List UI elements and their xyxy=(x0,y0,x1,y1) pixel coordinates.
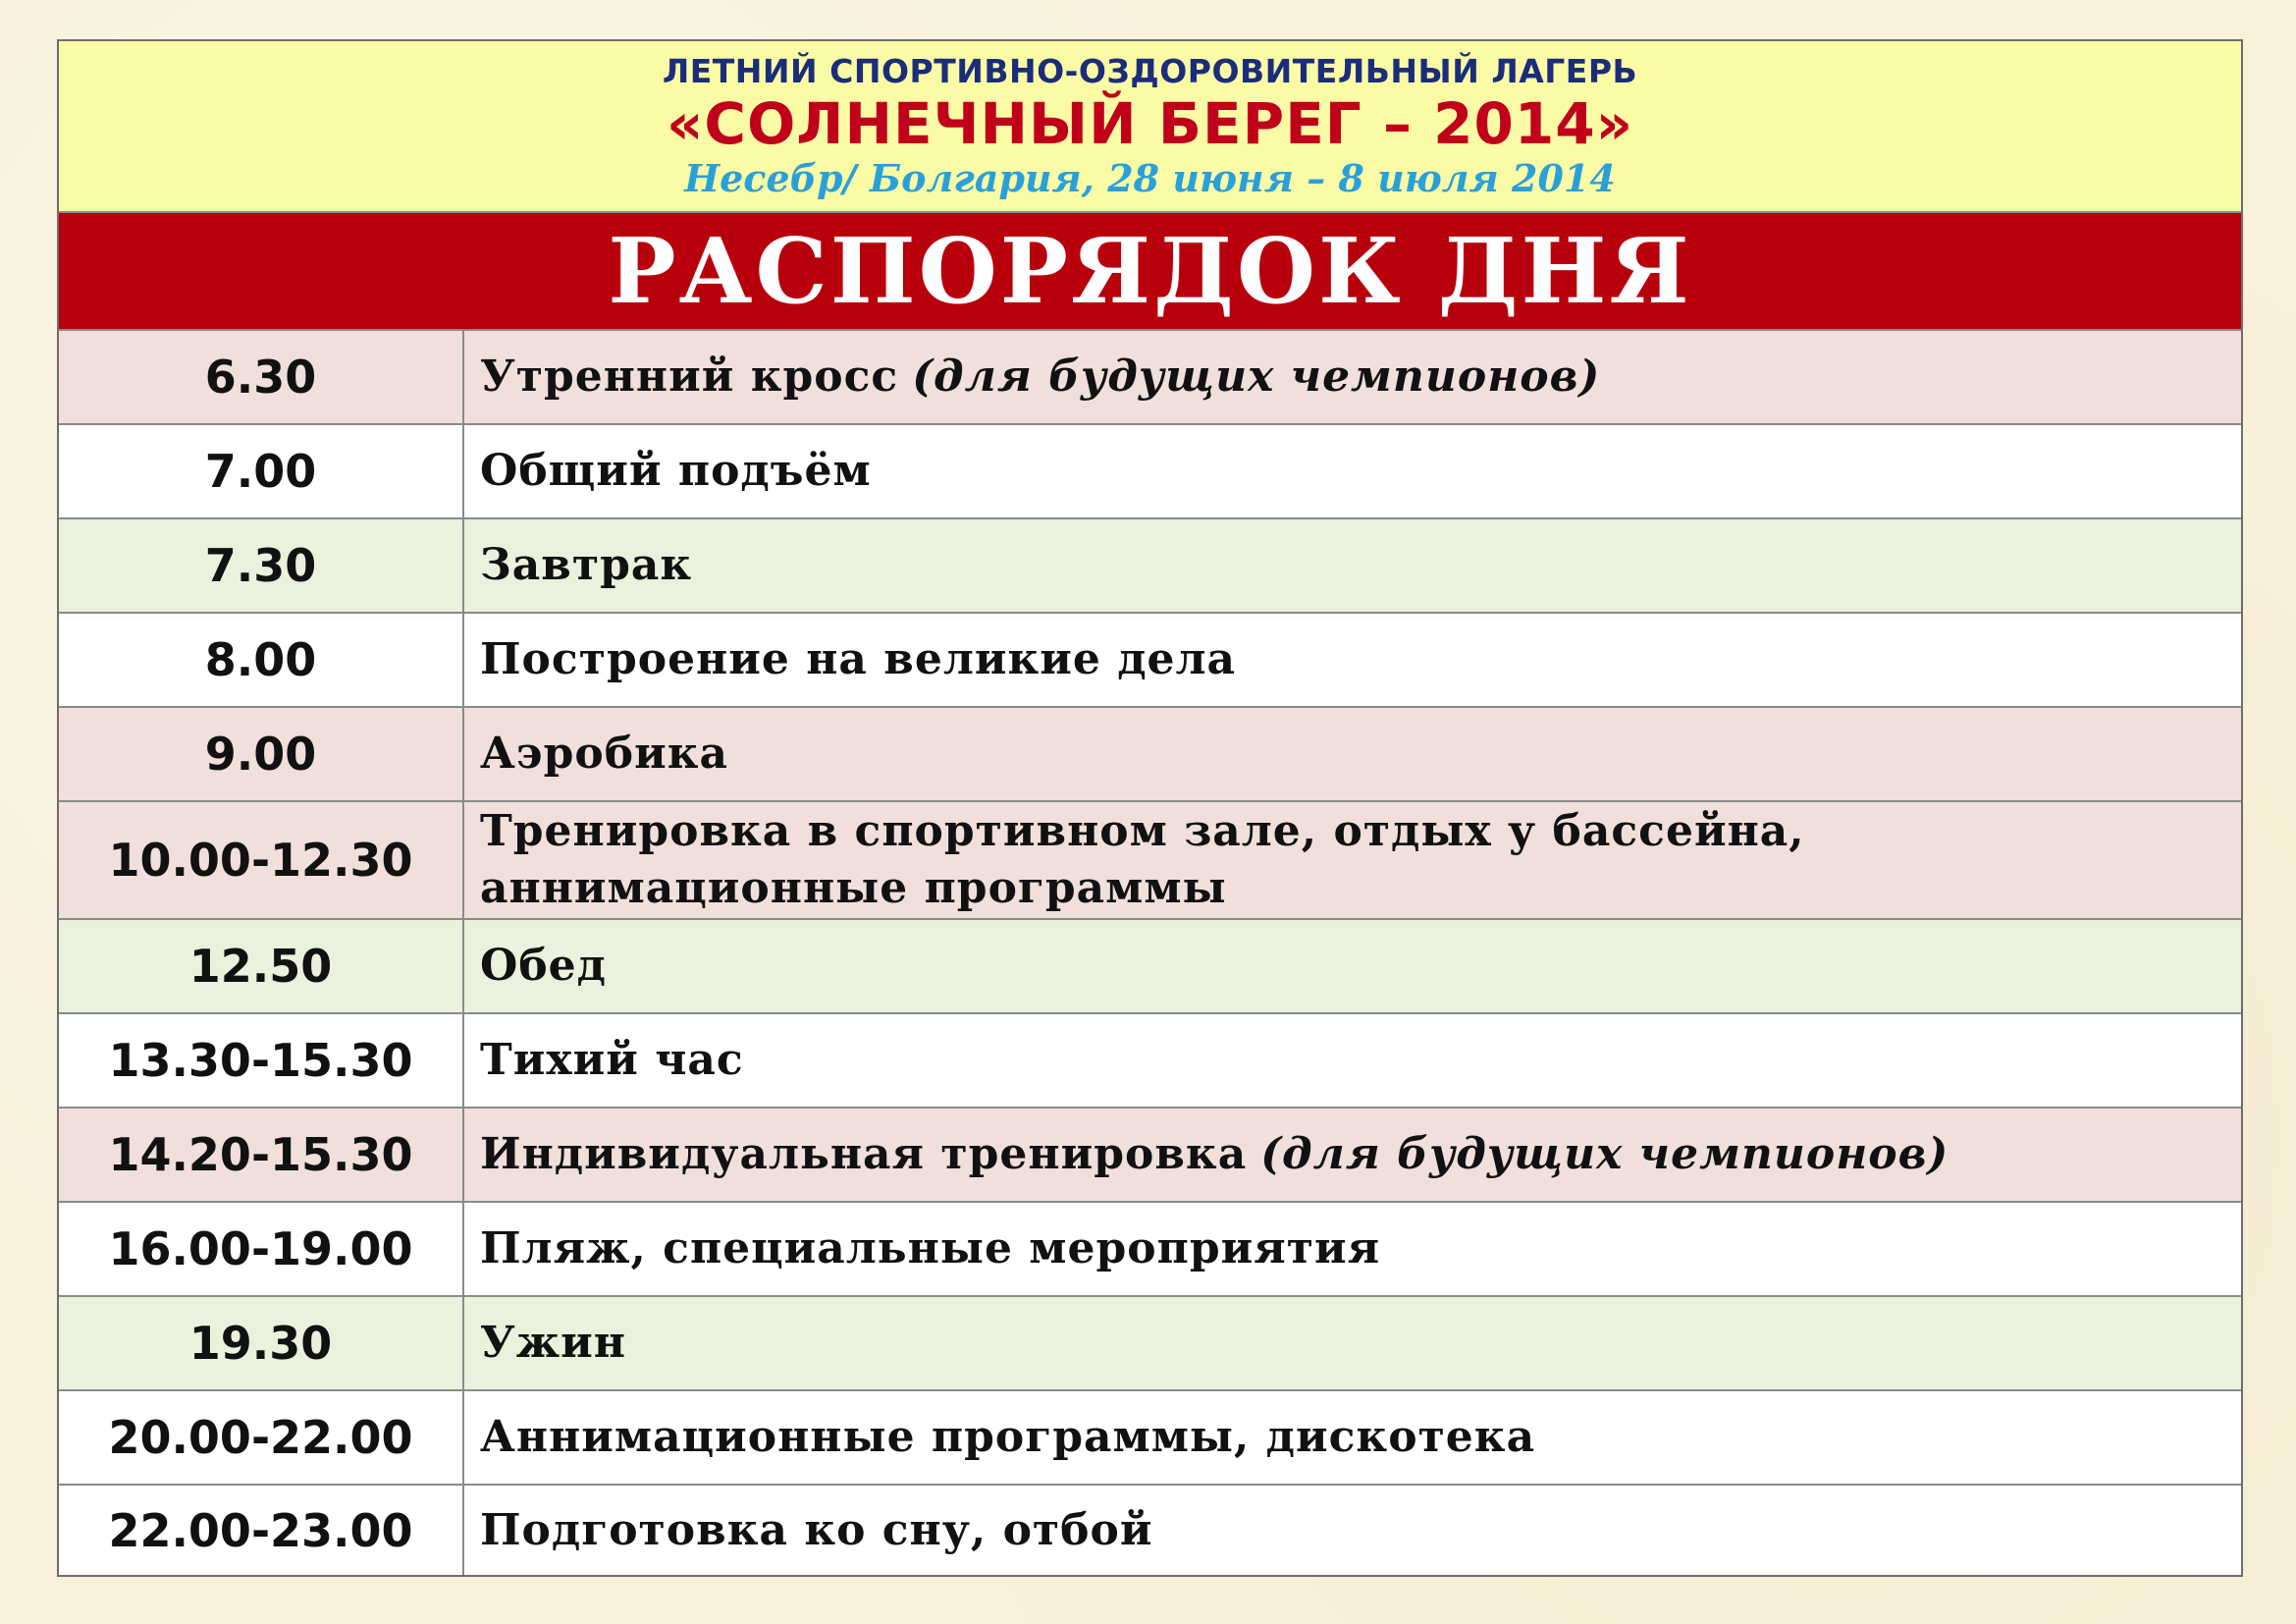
activity-cell xyxy=(464,1109,2241,1201)
activity-text: Завтрак xyxy=(480,540,693,590)
camp-type: ЛЕТНИЙ СПОРТИВНО-ОЗДОРОВИТЕЛЬНЫЙ ЛАГЕРЬ xyxy=(662,51,1638,90)
time-cell: 20.00-22.00 xyxy=(59,1391,464,1484)
title-bar xyxy=(59,213,2241,331)
schedule-row xyxy=(59,708,2241,802)
schedule-row xyxy=(59,425,2241,519)
activity-text: Ужин xyxy=(480,1318,626,1368)
activity-cell xyxy=(464,519,2241,612)
activity-text: Аэробика xyxy=(480,729,729,779)
activity-text: Тренировка в спортивном зале, отдых у бассейна, аннимационные программы xyxy=(480,806,1805,913)
activity-cell xyxy=(464,1203,2241,1295)
schedule-row xyxy=(59,614,2241,708)
camp-header xyxy=(59,41,2241,213)
schedule-row xyxy=(59,1109,2241,1203)
schedule-row xyxy=(59,1297,2241,1391)
activity-cell xyxy=(464,1486,2241,1575)
activity-text: Аннимационные программы, дискотека xyxy=(480,1412,1536,1462)
activity-note: (для будущих чемпионов) xyxy=(912,352,1601,402)
activity-text: Общий подъём xyxy=(480,446,872,496)
time-cell: 16.00-19.00 xyxy=(59,1203,464,1295)
schedule-row xyxy=(59,1391,2241,1486)
schedule-row xyxy=(59,1014,2241,1109)
activity-text: Индивидуальная тренировка xyxy=(480,1129,1248,1179)
time-cell: 19.30 xyxy=(59,1297,464,1389)
schedule-table xyxy=(59,331,2241,1575)
camp-name: «СОЛНЕЧНЫЙ БЕРЕГ – 2014» xyxy=(666,89,1634,157)
time-cell: 6.30 xyxy=(59,331,464,423)
time-cell: 8.00 xyxy=(59,614,464,706)
time-cell: 7.30 xyxy=(59,519,464,612)
activity-text: Утренний кросс xyxy=(480,352,899,402)
time-cell: 13.30-15.30 xyxy=(59,1014,464,1107)
schedule-row xyxy=(59,920,2241,1014)
time-cell: 14.20-15.30 xyxy=(59,1109,464,1201)
camp-place-dates: Несебр/ Болгария, 28 июня – 8 июля 2014 xyxy=(684,155,1616,200)
activity-cell xyxy=(464,708,2241,800)
activity-cell xyxy=(464,1297,2241,1389)
time-cell: 7.00 xyxy=(59,425,464,517)
activity-cell xyxy=(464,614,2241,706)
page-title: РАСПОРЯДОК ДНЯ xyxy=(608,218,1692,324)
time-cell: 12.50 xyxy=(59,920,464,1012)
time-cell: 22.00-23.00 xyxy=(59,1486,464,1575)
activity-text: Пляж, специальные мероприятия xyxy=(480,1223,1381,1273)
time-cell: 9.00 xyxy=(59,708,464,800)
activity-text: Построение на великие дела xyxy=(480,634,1237,684)
activity-text: Обед xyxy=(480,941,607,991)
schedule-row xyxy=(59,1486,2241,1575)
activity-cell xyxy=(464,1014,2241,1107)
schedule-row xyxy=(59,802,2241,920)
activity-cell xyxy=(464,802,2241,918)
activity-cell xyxy=(464,425,2241,517)
activity-cell xyxy=(464,331,2241,423)
schedule-row xyxy=(59,1203,2241,1297)
schedule-poster xyxy=(57,39,2243,1577)
time-cell: 10.00-12.30 xyxy=(59,802,464,918)
activity-text: Тихий час xyxy=(480,1035,744,1085)
activity-cell xyxy=(464,1391,2241,1484)
activity-cell xyxy=(464,920,2241,1012)
schedule-row xyxy=(59,331,2241,425)
activity-text: Подготовка ко сну, отбой xyxy=(480,1504,1153,1555)
schedule-row xyxy=(59,519,2241,614)
activity-note: (для будущих чемпионов) xyxy=(1260,1129,1949,1179)
